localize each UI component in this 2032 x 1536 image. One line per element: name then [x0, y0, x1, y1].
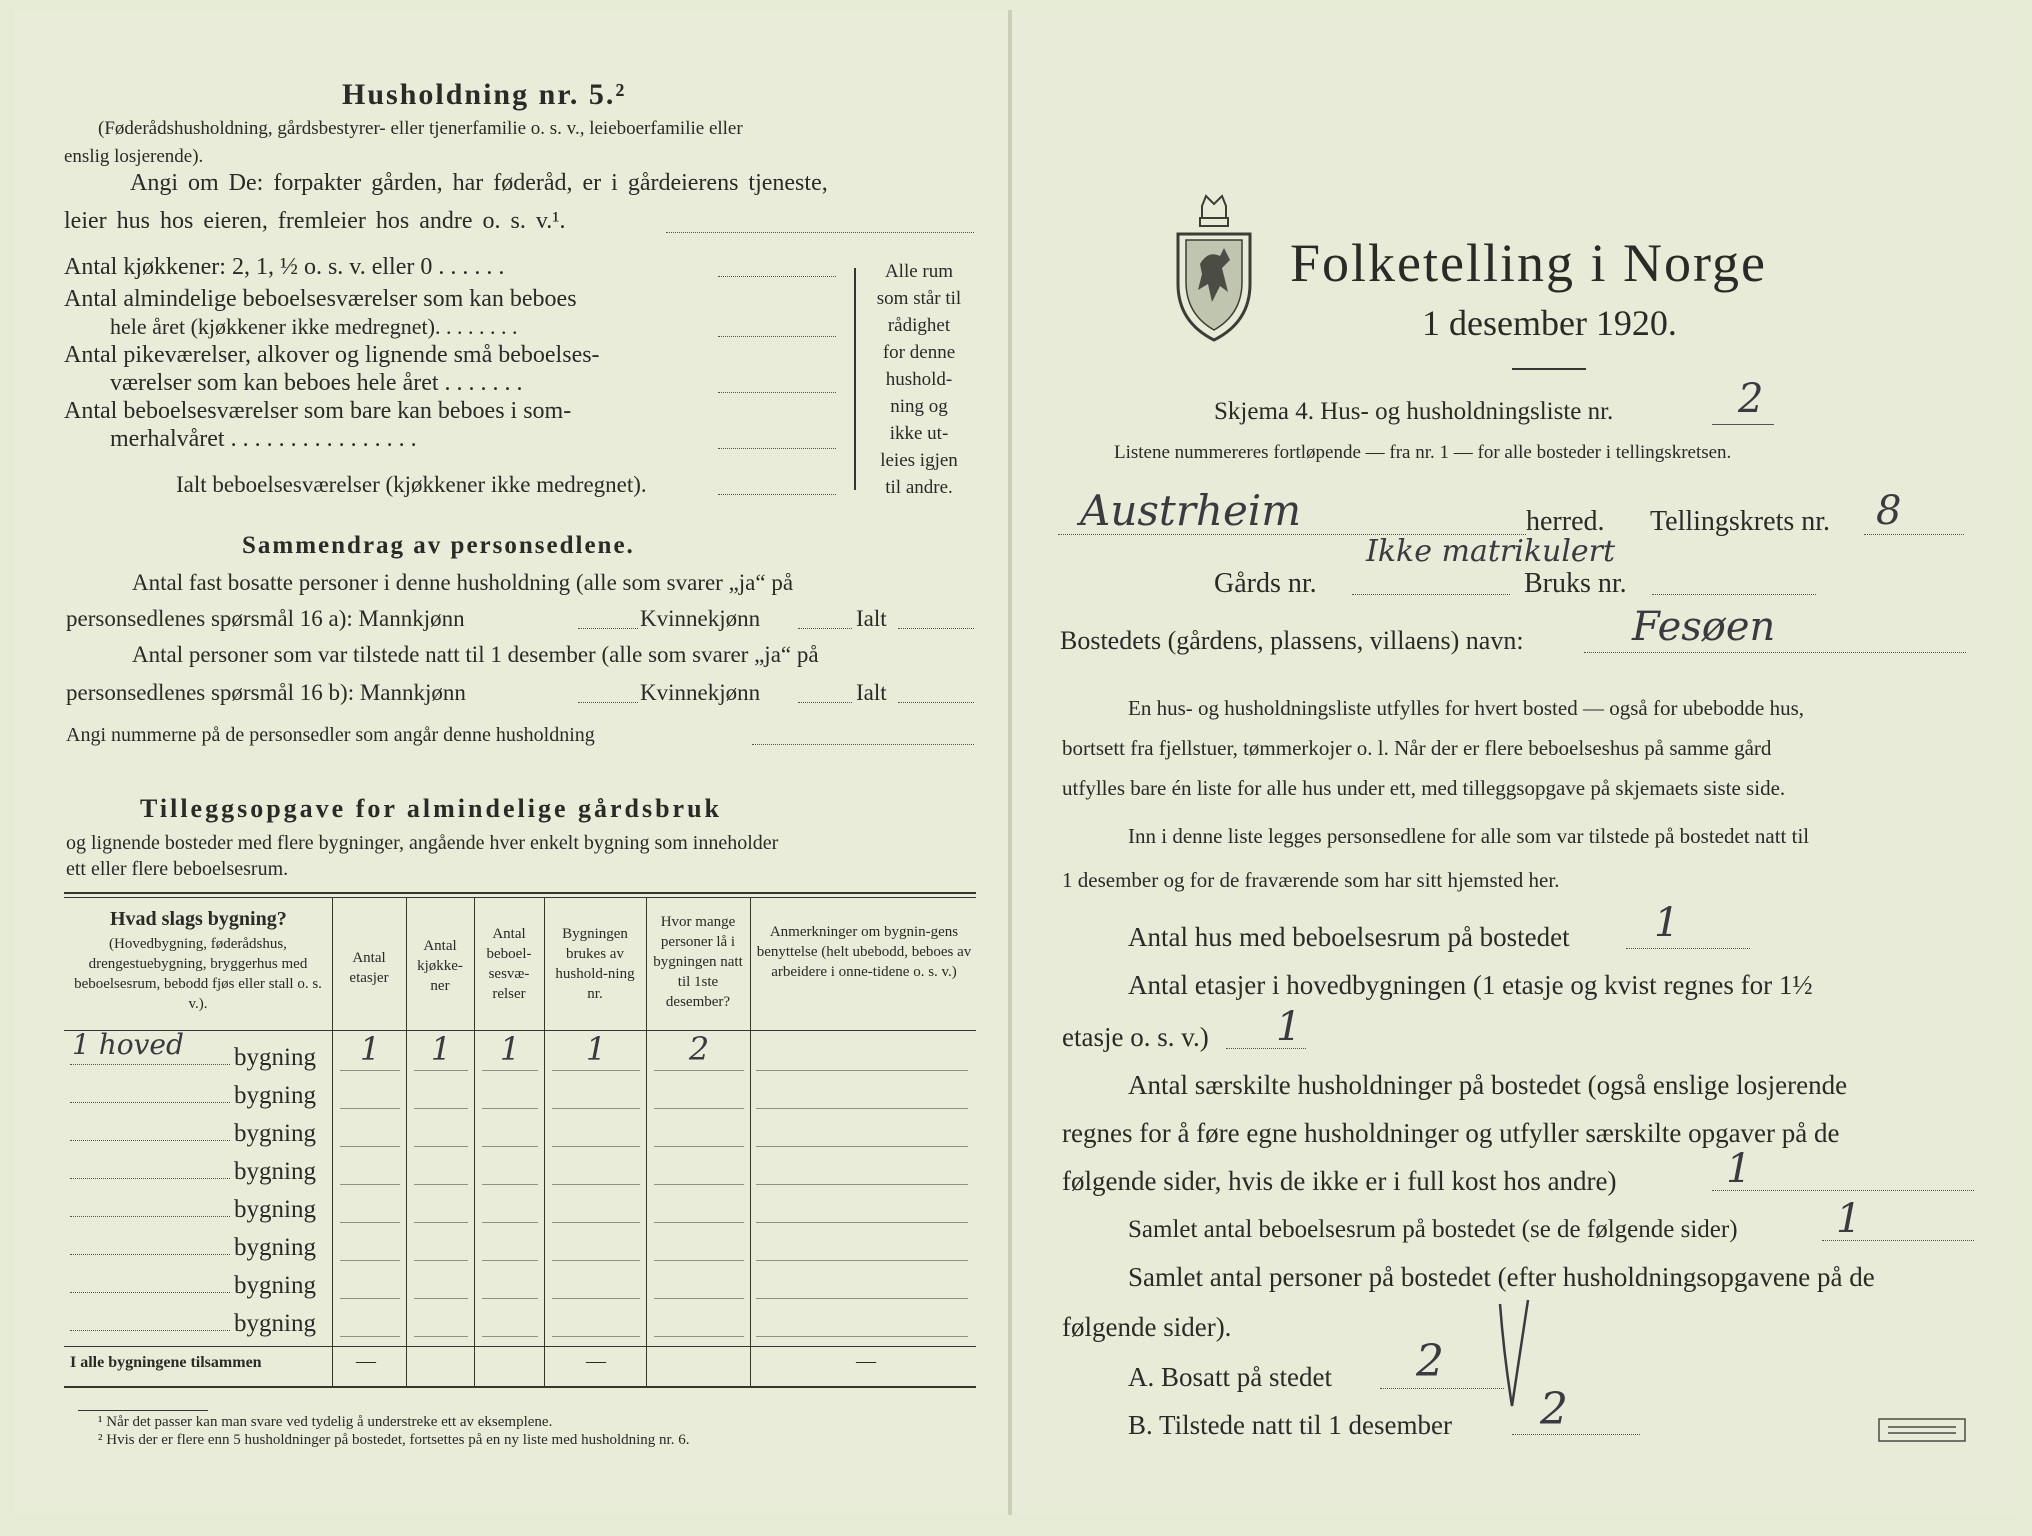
table-cell-underline	[552, 1260, 640, 1261]
table-cell-underline	[756, 1260, 968, 1261]
answer-line	[798, 702, 852, 703]
summary-2a: Antal personer som var tilstede natt til 1 desember (alle som svarer „ja“ på	[132, 642, 819, 667]
answer-line	[70, 1292, 230, 1293]
bracket-note-line: ikke ut-	[889, 423, 949, 444]
table-cell-underline	[482, 1260, 538, 1261]
answer-line	[1352, 594, 1510, 595]
table-cell-underline	[340, 1146, 400, 1147]
tilstede-label: B. Tilstede natt til 1 desember	[1128, 1410, 1452, 1440]
answer-line	[1226, 1048, 1306, 1049]
bracket-brace	[854, 268, 856, 490]
table-cell-underline	[414, 1108, 468, 1109]
building-suffix: bygning	[234, 1196, 316, 1223]
table-cell-underline	[482, 1108, 538, 1109]
rooms-line-6: Antal beboelsesværelser som bare kan beboes i som-	[64, 398, 572, 424]
herred-value[interactable]: Austrheim	[1080, 486, 1302, 535]
list-number-value[interactable]: 2	[1738, 376, 1764, 422]
bosted-value[interactable]: Fesøen	[1632, 604, 1776, 650]
rooms-line-5: værelser som kan beboes hele året . . . . . . .	[110, 370, 523, 396]
table-cell-underline	[414, 1146, 468, 1147]
table-cell-underline	[756, 1070, 968, 1071]
summary-2b: personsedlenes spørsmål 16 b): Mannkjønn	[66, 680, 466, 705]
table-cell-underline	[414, 1336, 468, 1337]
krets-label: Tellingskrets nr.	[1650, 506, 1831, 537]
table-cell-underline	[340, 1184, 400, 1185]
answer-line	[1822, 1240, 1974, 1241]
footnote-2: ² Hvis der er flere enn 5 husholdninger på bostedet, fortsettes på en ny liste med husholdning nr. 6.	[98, 1432, 690, 1448]
table-cell-underline	[414, 1184, 468, 1185]
pers-line1: Samlet antal personer på bostedet (efter husholdningsopgavene på de	[1128, 1262, 1875, 1292]
table-col-rule	[646, 898, 647, 1386]
kvinne-label: Kvinnekjønn	[640, 606, 761, 631]
col-building-title: Hvad slags bygning?	[110, 908, 287, 930]
summary-1b: personsedlenes spørsmål 16 a): Mannkjønn	[66, 606, 465, 631]
krets-value[interactable]: 8	[1876, 488, 1902, 534]
rooms-line-1: Antal kjøkkener: 2, 1, ½ o. s. v. eller 0 . . . . . .	[64, 254, 505, 280]
answer-line	[70, 1140, 230, 1141]
para1-line2: bortsett fra fjellstuer, tømmerkojer o. l. Når der er flere beboelseshus på samme gård	[1062, 736, 1772, 760]
answer-line	[1864, 534, 1964, 535]
table-cell-underline	[654, 1298, 744, 1299]
building-suffix: bygning	[234, 1082, 316, 1109]
table-cell-underline	[552, 1070, 640, 1071]
table-cell-underline	[482, 1298, 538, 1299]
table-cell-underline	[756, 1222, 968, 1223]
bosted-label: Bostedets (gårdens, plassens, villaens) navn:	[1060, 626, 1524, 655]
table-cell-underline	[414, 1298, 468, 1299]
answer-line	[70, 1178, 230, 1179]
ialt-label: Ialt	[856, 606, 887, 631]
answer-line	[798, 628, 852, 629]
pers-line2: følgende sider).	[1062, 1312, 1232, 1342]
answer-line	[70, 1064, 230, 1065]
table-cell-underline	[552, 1222, 640, 1223]
census-date: 1 desember 1920.	[1422, 303, 1677, 343]
table-cell-underline	[340, 1070, 400, 1071]
para1-line1: En hus- og husholdningsliste utfylles for hvert bosted — også for ubebodde hus,	[1128, 696, 1804, 720]
table-cell-underline	[654, 1184, 744, 1185]
table-cell-underline	[340, 1222, 400, 1223]
gards-note-value[interactable]: Ikke matrikulert	[1366, 534, 1616, 569]
question-1a: Angi om De: forpakter gården, har føderåd, er i gårdeierens tjeneste,	[130, 170, 828, 196]
table-cell-underline	[482, 1222, 538, 1223]
form-title: Folketelling i Norge	[1290, 233, 1767, 293]
building-suffix: bygning	[234, 1044, 316, 1071]
answer-line	[718, 494, 836, 495]
rooms-line-3: hele året (kjøkkener ikke medregnet). . . . . . . .	[110, 314, 518, 339]
table-col-rule	[750, 898, 751, 1386]
total-dash: —	[356, 1350, 376, 1372]
answer-line	[70, 1254, 230, 1255]
table-cell-underline	[340, 1260, 400, 1261]
table-cell-underline	[756, 1336, 968, 1337]
col-husholdning: Bygningen brukes av hushold-ning nr.	[555, 926, 635, 1002]
table-cell-underline	[340, 1336, 400, 1337]
table-cell-etasjer[interactable]: 1	[359, 1030, 381, 1068]
table-cell-underline	[552, 1146, 640, 1147]
table-cell-underline	[756, 1146, 968, 1147]
rum-label: Samlet antal beboelsesrum på bostedet (se de følgende sider)	[1128, 1216, 1738, 1243]
angi-line: Angi nummerne på de personsedler som angår denne husholdning	[66, 724, 595, 746]
intro-line-2: enslig losjerende).	[64, 146, 204, 167]
bosatt-value[interactable]: 2	[1416, 1336, 1444, 1387]
table-cell-underline	[654, 1070, 744, 1071]
table-top-rule	[64, 892, 976, 894]
table-cell-underline	[756, 1108, 968, 1109]
title-divider	[1512, 368, 1586, 370]
rum-value[interactable]: 1	[1836, 1196, 1862, 1242]
col-kjokkener: Antal kjøkke-ner	[417, 938, 463, 994]
table-cell-underline	[756, 1184, 968, 1185]
ialt-label: Ialt	[856, 680, 887, 705]
hush-value[interactable]: 1	[1726, 1146, 1752, 1192]
building-suffix: bygning	[234, 1234, 316, 1261]
building-name-value[interactable]: 1 hoved	[72, 1028, 184, 1061]
etasjer-line1: Antal etasjer i hovedbygningen (1 etasje og kvist regnes for 1½	[1128, 970, 1813, 1000]
table-cell-kjokken[interactable]: 1	[430, 1030, 452, 1068]
table-col-rule	[406, 898, 407, 1386]
col-personer: Hvor mange personer lå i bygningen natt til 1ste desember?	[653, 914, 743, 1010]
table-col-rule	[544, 898, 545, 1386]
bracket-note-line: til andre.	[885, 477, 953, 498]
para2-line2: 1 desember og for de fraværende som har sitt hjemsted her.	[1062, 868, 1560, 892]
answer-line	[1584, 652, 1966, 653]
table-cell-underline	[654, 1260, 744, 1261]
table-cell-underline	[414, 1070, 468, 1071]
table-cell-underline	[414, 1222, 468, 1223]
table-cell-underline	[654, 1146, 744, 1147]
answer-line	[718, 276, 836, 277]
antal-hus-value[interactable]: 1	[1654, 900, 1680, 946]
hush-line3: følgende sider, hvis de ikke er i full kost hos andre)	[1062, 1166, 1617, 1196]
supplement-title: Tilleggsopgave for almindelige gårdsbruk	[140, 794, 723, 823]
numbering-note: Listene nummereres fortløpende — fra nr. 1 — for alle bosteder i tellingskretsen.	[1114, 442, 1732, 463]
building-suffix: bygning	[234, 1310, 316, 1337]
table-bottom-rule	[64, 1386, 976, 1388]
table-cell-underline	[482, 1336, 538, 1337]
answer-line	[1712, 424, 1774, 425]
printer-stamp-icon	[1878, 1418, 1966, 1442]
answer-line	[752, 744, 974, 745]
table-cell-underline	[482, 1070, 538, 1071]
table-top-rule	[64, 897, 976, 898]
gards-label: Gårds nr.	[1214, 568, 1317, 599]
table-cell-underline	[482, 1146, 538, 1147]
answer-line	[1712, 1190, 1974, 1191]
table-cell-underline	[552, 1298, 640, 1299]
answer-line	[1652, 594, 1816, 595]
bracket-note-line: som står til	[876, 288, 962, 309]
col-anmerkninger: Anmerkninger om bygnin-gens benyttelse (helt ubebodd, beboes av arbeidere i onne-tidene o. s. v.)	[756, 924, 972, 980]
total-dash: —	[856, 1350, 876, 1372]
herred-label: herred.	[1526, 506, 1605, 537]
rooms-total: Ialt beboelsesværelser (kjøkkener ikke medregnet).	[176, 472, 647, 497]
rooms-line-2: Antal almindelige beboelsesværelser som kan beboes	[64, 286, 577, 312]
table-cell-underline	[482, 1184, 538, 1185]
table-cell-underline	[414, 1260, 468, 1261]
supplement-line-2: ett eller flere beboelsesrum.	[66, 858, 289, 880]
answer-line	[70, 1216, 230, 1217]
rooms-line-7: merhalvåret . . . . . . . . . . . . . . . .	[110, 426, 417, 452]
table-cell-personer[interactable]: 2	[688, 1030, 710, 1068]
building-suffix: bygning	[234, 1120, 316, 1147]
answer-line	[718, 392, 836, 393]
kvinne-label: Kvinnekjønn	[640, 680, 761, 705]
table-cell-underline	[340, 1108, 400, 1109]
table-cell-underline	[340, 1298, 400, 1299]
answer-line	[898, 702, 974, 703]
table-cell-underline	[654, 1336, 744, 1337]
etasjer-value[interactable]: 1	[1276, 1004, 1302, 1050]
answer-line	[1626, 948, 1750, 949]
question-1b: leier hus hos eieren, fremleier hos andre o. s. v.¹.	[64, 208, 566, 234]
summary-title: Sammendrag av personsedlene.	[242, 532, 635, 559]
bracket-note-line: for denne	[882, 342, 956, 363]
col-vaerelser: Antal beboel-sesvæ-relser	[486, 926, 532, 1002]
answer-line	[70, 1102, 230, 1103]
col-etasjer: Antal etasjer	[349, 950, 389, 986]
bracket-note-line: rådighet	[887, 315, 951, 336]
rooms-line-4: Antal pikeværelser, alkover og lignende små beboelses-	[64, 342, 600, 368]
bracket-note-line: hushold-	[885, 369, 953, 390]
bracket-note	[866, 258, 972, 501]
answer-line	[70, 1330, 230, 1331]
answer-line	[718, 448, 836, 449]
table-cell-underline	[654, 1222, 744, 1223]
bosatt-label: A. Bosatt på stedet	[1128, 1362, 1332, 1392]
schema-label: Skjema 4. Hus- og husholdningsliste nr.	[1214, 398, 1614, 425]
building-suffix: bygning	[234, 1272, 316, 1299]
para1-line3: utfylles bare én liste for alle hus under ett, med tilleggsopgave på skjemaets siste side.	[1062, 776, 1786, 800]
table-col-rule	[332, 898, 333, 1386]
table-col-rule	[474, 898, 475, 1386]
table-cell-underline	[756, 1298, 968, 1299]
total-dash: —	[586, 1350, 606, 1372]
answer-line	[578, 628, 638, 629]
tilstede-value[interactable]: 2	[1540, 1384, 1568, 1435]
table-total-rule	[64, 1346, 976, 1347]
building-suffix: bygning	[234, 1158, 316, 1185]
col-building-note: (Hovedbygning, føderådshus, drengestuebygning, bryggerhus med beboelsesrum, bebodd fjøs eller stall o. s. v.).	[74, 936, 322, 1012]
antal-hus-label: Antal hus med beboelsesrum på bostedet	[1128, 922, 1570, 952]
answer-line	[1512, 1434, 1640, 1435]
table-cell-underline	[552, 1184, 640, 1185]
etasjer-line2: etasje o. s. v.)	[1062, 1022, 1209, 1052]
table-cell-underline	[552, 1108, 640, 1109]
table-cell-husholdning[interactable]: 1	[585, 1030, 607, 1068]
bracket-note-line: Alle rum	[884, 261, 954, 282]
hush-line2: regnes for å føre egne husholdninger og utfyller særskilte opgaver på de	[1062, 1118, 1840, 1148]
bracket-note-line: ning og	[890, 396, 948, 417]
answer-line	[666, 232, 974, 233]
left-page	[14, 10, 1014, 1515]
summary-1a: Antal fast bosatte personer i denne husholdning (alle som svarer „ja“ på	[132, 570, 794, 595]
table-cell-vaerelser[interactable]: 1	[499, 1030, 521, 1068]
answer-line	[898, 628, 974, 629]
total-row-label: I alle bygningene tilsammen	[70, 1354, 262, 1371]
check-mark-icon	[1494, 1296, 1534, 1426]
answer-line	[718, 336, 836, 337]
bruks-label: Bruks nr.	[1524, 568, 1627, 599]
para2-line1: Inn i denne liste legges personsedlene for alle som var tilstede på bostedet natt til	[1128, 824, 1810, 848]
page-fold	[1008, 10, 1012, 1515]
table-cell-underline	[552, 1336, 640, 1337]
supplement-line-1: og lignende bosteder med flere bygninger, angående hver enkelt bygning som inneholder	[66, 832, 779, 854]
norway-coat-of-arms-icon	[1172, 194, 1256, 344]
table-cell-underline	[654, 1108, 744, 1109]
household-title: Husholdning nr. 5.²	[342, 78, 627, 111]
bracket-note-line: leies igjen	[880, 450, 958, 471]
hush-line1: Antal særskilte husholdninger på bostedet (også enslige losjerende	[1128, 1070, 1848, 1100]
answer-line	[1380, 1388, 1504, 1389]
answer-line	[578, 702, 638, 703]
footnote-1: ¹ Når det passer kan man svare ved tydelig å understreke ett av eksemplene.	[98, 1414, 553, 1430]
footnote-rule	[78, 1410, 208, 1411]
intro-line-1: (Føderådshusholdning, gårdsbestyrer- eller tjenerfamilie o. s. v., leieboerfamilie eller	[98, 118, 743, 139]
